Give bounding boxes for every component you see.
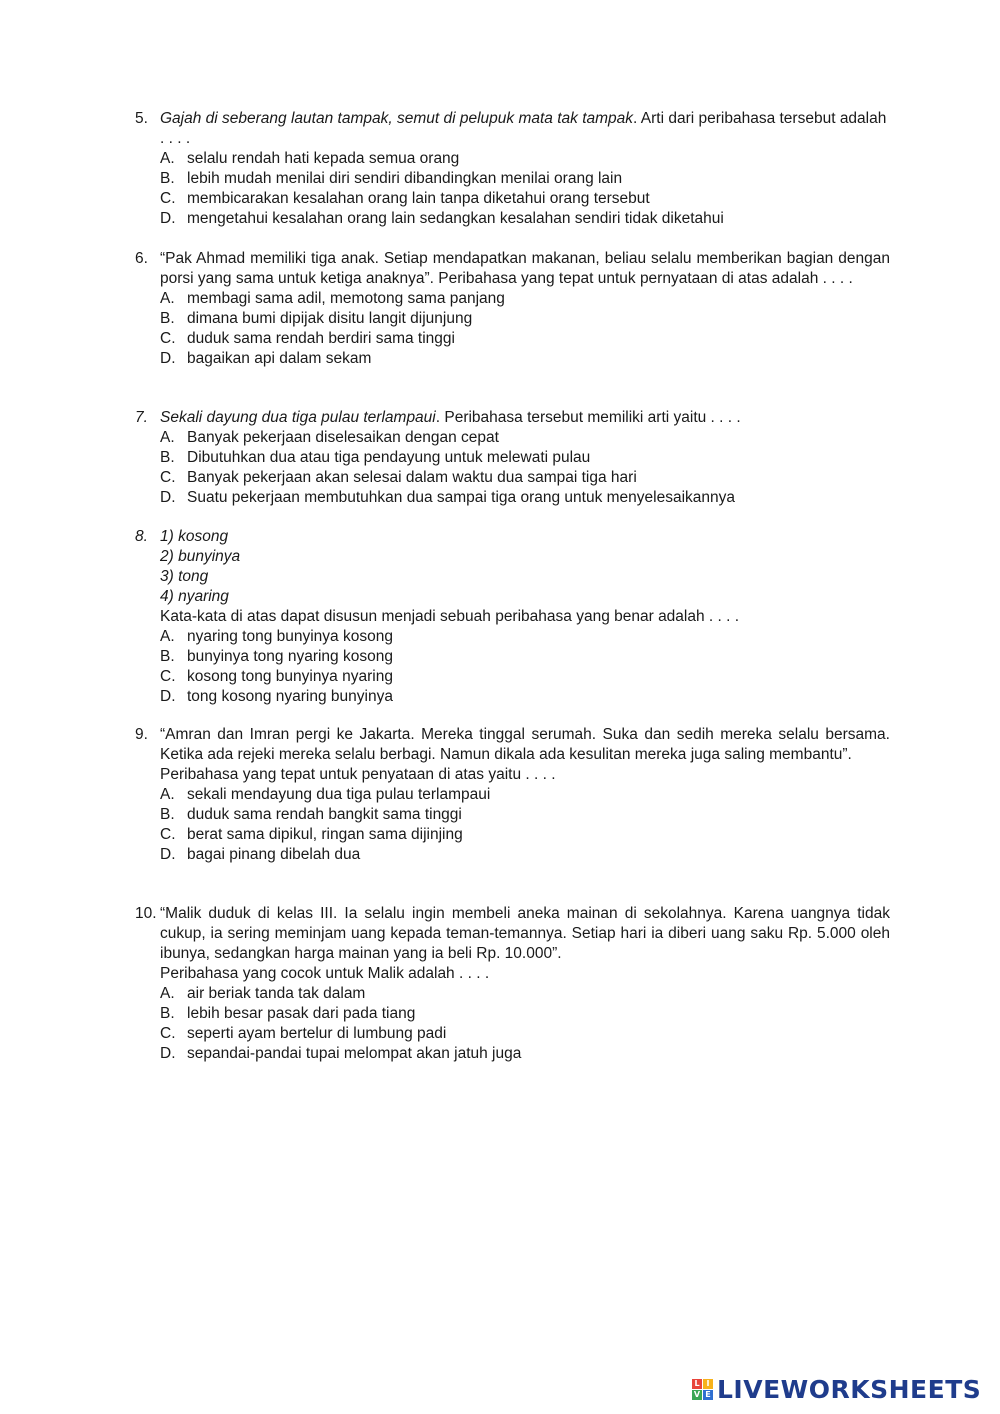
option-d — [160, 845, 890, 865]
liveworksheets-logo-icon — [692, 1379, 713, 1400]
option-letter: C. — [160, 826, 176, 843]
option-letter: C. — [160, 190, 176, 207]
option-text: dimana bumi dipijak disitu langit dijunjung — [187, 310, 473, 327]
option-a — [160, 428, 890, 448]
option-text: bunyinya tong nyaring kosong — [187, 648, 393, 665]
word-1: 1) kosong — [160, 528, 229, 545]
question-stem: “Pak Ahmad memiliki tiga anak. Setiap mendapatkan makanan, beliau selalu memberikan bagian dengan porsi yang sama untuk ketiga anaknya”. Peribahasa yang tepat untuk pernyataan di atas adalah . . . . — [160, 250, 890, 287]
option-letter: D. — [160, 846, 176, 863]
question-number: 10. — [135, 905, 157, 922]
option-text: tong kosong nyaring bunyinya — [187, 688, 393, 705]
option-letter: D. — [160, 1045, 176, 1062]
option-b — [160, 309, 890, 329]
option-d — [160, 349, 890, 369]
option-a — [160, 984, 890, 1004]
option-c — [160, 329, 890, 349]
option-letter: D. — [160, 489, 176, 506]
option-a — [160, 627, 890, 647]
brand-name: LIVEWORKSHEETS — [717, 1375, 982, 1404]
question-stem — [160, 408, 890, 428]
option-letter: B. — [160, 170, 175, 187]
option-text: Suatu pekerjaan membutuhkan dua sampai tiga orang untuk menyelesaikannya — [187, 489, 736, 506]
option-letter: A. — [160, 985, 175, 1002]
option-c — [160, 468, 890, 488]
question-stem — [160, 109, 890, 149]
option-d — [160, 1044, 890, 1064]
option-text: bagai pinang dibelah dua — [187, 846, 361, 863]
option-letter: A. — [160, 150, 175, 167]
option-a — [160, 785, 890, 805]
question-10 — [135, 904, 890, 1064]
option-text: duduk sama rendah bangkit sama tinggi — [187, 806, 462, 823]
option-text: membagi sama adil, memotong sama panjang — [187, 290, 505, 307]
option-text: berat sama dipikul, ringan sama dijinjing — [187, 826, 463, 843]
question-number: 9. — [135, 726, 148, 743]
question-number: 6. — [135, 250, 148, 267]
word-3: 3) tong — [160, 568, 209, 585]
question-prompt: Peribahasa yang cocok untuk Malik adalah . . . . — [160, 965, 490, 982]
option-b — [160, 647, 890, 667]
question-5 — [135, 109, 890, 229]
logo-letter: V — [693, 1390, 701, 1399]
option-d — [160, 687, 890, 707]
option-c — [160, 189, 890, 209]
logo-letter: I — [703, 1379, 713, 1389]
question-number: 7. — [135, 409, 148, 426]
question-stem: “Amran dan Imran pergi ke Jakarta. Mereka tinggal serumah. Suka dan sedih mereka selalu bersama. Ketika ada rejeki mereka selalu berbagi. Namun dikala ada kesulitan mereka juga saling membantu”. — [160, 726, 890, 763]
question-9 — [135, 725, 890, 865]
question-7 — [135, 408, 890, 508]
option-text: nyaring tong bunyinya kosong — [187, 628, 393, 645]
option-letter: A. — [160, 786, 175, 803]
option-text: lebih besar pasak dari pada tiang — [187, 1005, 416, 1022]
option-b — [160, 169, 890, 189]
option-text: bagaikan api dalam sekam — [187, 350, 372, 367]
question-6 — [135, 249, 890, 369]
option-d — [160, 488, 890, 508]
liveworksheets-watermark — [692, 1375, 981, 1404]
question-number: 8. — [135, 528, 148, 545]
option-text: Banyak pekerjaan diselesaikan dengan cepat — [187, 429, 499, 446]
option-text: seperti ayam bertelur di lumbung padi — [187, 1025, 447, 1042]
option-letter: D. — [160, 210, 176, 227]
word-2: 2) bunyinya — [160, 548, 241, 565]
option-letter: B. — [160, 449, 175, 466]
logo-letter: E — [703, 1390, 713, 1400]
option-letter: B. — [160, 1005, 175, 1022]
option-text: membicarakan kesalahan orang lain tanpa diketahui orang tersebut — [187, 190, 650, 207]
option-letter: B. — [160, 310, 175, 327]
option-text: air beriak tanda tak dalam — [187, 985, 366, 1002]
option-letter: C. — [160, 330, 176, 347]
question-stem: “Malik duduk di kelas III. Ia selalu ingin membeli aneka mainan di sekolahnya. Karena uangnya tidak cukup, ia sering meminjam uang kepada teman-temannya. Setiap hari ia diberi uang saku Rp. 5.000 oleh ibunya, sedangkan harga mainan yang ia beli Rp. 10.000”. — [160, 905, 890, 962]
question-8 — [135, 527, 890, 707]
option-c — [160, 825, 890, 845]
stem-rest: . Peribahasa tersebut memiliki arti yaitu . . . . — [435, 409, 741, 426]
option-letter: B. — [160, 806, 175, 823]
option-c — [160, 667, 890, 687]
option-b — [160, 1004, 890, 1024]
option-letter: C. — [160, 469, 176, 486]
option-text: Banyak pekerjaan akan selesai dalam waktu dua sampai tiga hari — [187, 469, 637, 486]
option-text: selalu rendah hati kepada semua orang — [187, 150, 460, 167]
proverb-text: Sekali dayung dua tiga pulau terlampaui — [160, 409, 436, 426]
option-letter: A. — [160, 290, 175, 307]
option-letter: D. — [160, 350, 176, 367]
question-prompt: Peribahasa yang tepat untuk penyataan di atas yaitu . . . . — [160, 766, 556, 783]
word-4: 4) nyaring — [160, 588, 229, 605]
logo-letter: L — [692, 1379, 702, 1389]
option-letter: C. — [160, 1025, 176, 1042]
proverb-text: Gajah di seberang lautan tampak, semut di pelupuk mata tak tampak — [160, 110, 634, 127]
option-text: lebih mudah menilai diri sendiri dibandingkan menilai orang lain — [187, 170, 623, 187]
option-a — [160, 149, 890, 169]
option-text: sekali mendayung dua tiga pulau terlampaui — [187, 786, 491, 803]
stem-rest: . Arti dari peribahasa tersebut adalah . . . . — [160, 110, 887, 147]
option-d — [160, 209, 890, 229]
question-number: 5. — [135, 110, 148, 127]
option-letter: D. — [160, 688, 176, 705]
option-a — [160, 289, 890, 309]
option-text: kosong tong bunyinya nyaring — [187, 668, 393, 685]
question-stem: Kata-kata di atas dapat disusun menjadi sebuah peribahasa yang benar adalah . . . . — [160, 608, 740, 625]
option-text: Dibutuhkan dua atau tiga pendayung untuk melewati pulau — [187, 449, 591, 466]
option-letter: B. — [160, 648, 175, 665]
option-text: sepandai-pandai tupai melompat akan jatuh juga — [187, 1045, 522, 1062]
option-text: duduk sama rendah berdiri sama tinggi — [187, 330, 455, 347]
option-text: mengetahui kesalahan orang lain sedangkan kesalahan sendiri tidak diketahui — [187, 210, 724, 227]
option-letter: A. — [160, 628, 175, 645]
option-b — [160, 805, 890, 825]
option-c — [160, 1024, 890, 1044]
option-letter: A. — [160, 429, 175, 446]
option-b — [160, 448, 890, 468]
option-letter: C. — [160, 668, 176, 685]
